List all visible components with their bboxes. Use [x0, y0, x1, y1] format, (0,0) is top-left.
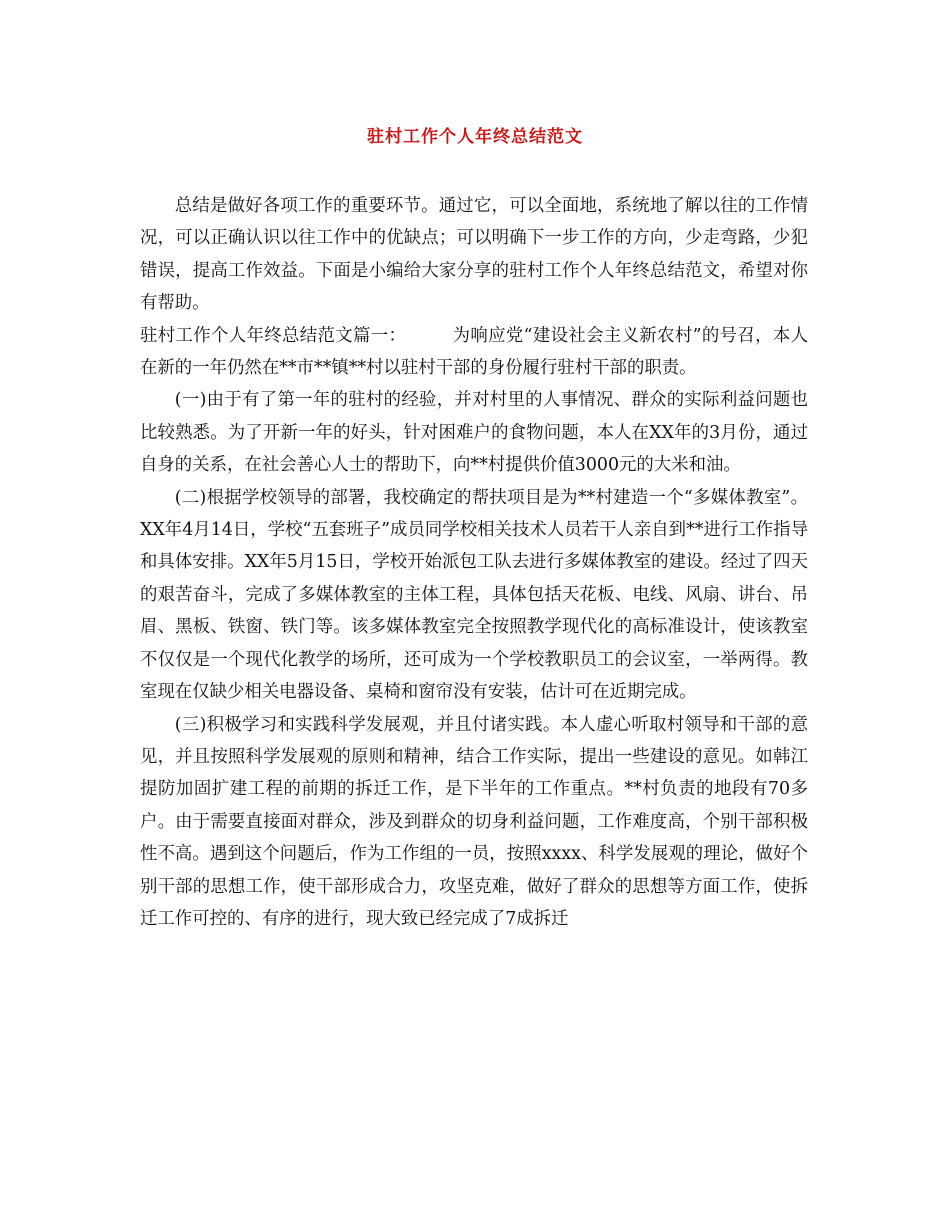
paragraph-intro: 总结是做好各项工作的重要环节。通过它，可以全面地，系统地了解以往的工作情况，可以正确认识以往工作中的优缺点；可以明确下一步工作的方向，少走弯路，少犯错误，提高工作效益。下面是小编给大家分享的驻村工作个人年终总结范文，希望对你有帮助。 — [140, 196, 808, 314]
section-heading: 驻村工作个人年终总结范文篇一： — [140, 325, 407, 346]
paragraph-item-1: (一)由于有了第一年的驻村的经验，并对村里的人事情况、群众的实际利益问题也比较熟悉。为了开新一年的好头，针对困难户的食物问题，本人在XX年的3月份，通过自身的关系，在社会善心人士的帮助下，向**村提供价值3000元的大米和油。 — [140, 390, 808, 476]
paragraph-section-one — [140, 320, 808, 385]
section-intro: 为响应党“建设社会主义新农村”的号召，本人在新的一年仍然在**市**镇**村以驻村干部的身份履行驻村干部的职责。 — [140, 325, 808, 379]
document-title: 驻村工作个人年终总结范文 — [367, 127, 583, 147]
paragraph-item-2: (二)根据学校领导的部署，我校确定的帮扶项目是为**村建造一个“多媒体教室”。XX年4月14日，学校“五套班子”成员同学校相关技术人员若干人亲自到**进行工作指导和具体安排。XX年5月15日，学校开始派包工队去进行多媒体教室的建设。经过了四天的艰苦奋斗，完成了多媒体教室的主体工程，具体包括天花板、电线、风扇、讲台、吊眉、黑板、铁窗、铁门等。该多媒体教室完全按照教学现代化的高标准设计，使该教室不仅仅是一个现代化教学的场所，还可成为一个学校教职员工的会议室，一举两得。教室现在仅缺少相关电器设备、桌椅和窗帘没有安装，估计可在近期完成。 — [140, 487, 808, 703]
document-body — [140, 190, 808, 935]
paragraph-item-3: (三)积极学习和实践科学发展观，并且付诸实践。本人虚心听取村领导和干部的意见，并且按照科学发展观的原则和精神，结合工作实际，提出一些建设的意见。如韩江提防加固扩建工程的前期的拆迁工作，是下半年的工作重点。**村负责的地段有70多户。由于需要直接面对群众，涉及到群众的切身利益问题，工作难度高，个别干部积极性不高。遇到这个问题后，作为工作组的一员，按照xxxx、科学发展观的理论，做好个别干部的思想工作，使干部形成合力，攻坚克难，做好了群众的思想等方面工作，使拆迁工作可控的、有序的进行，现大致已经完成了7成拆迁 — [140, 714, 808, 929]
